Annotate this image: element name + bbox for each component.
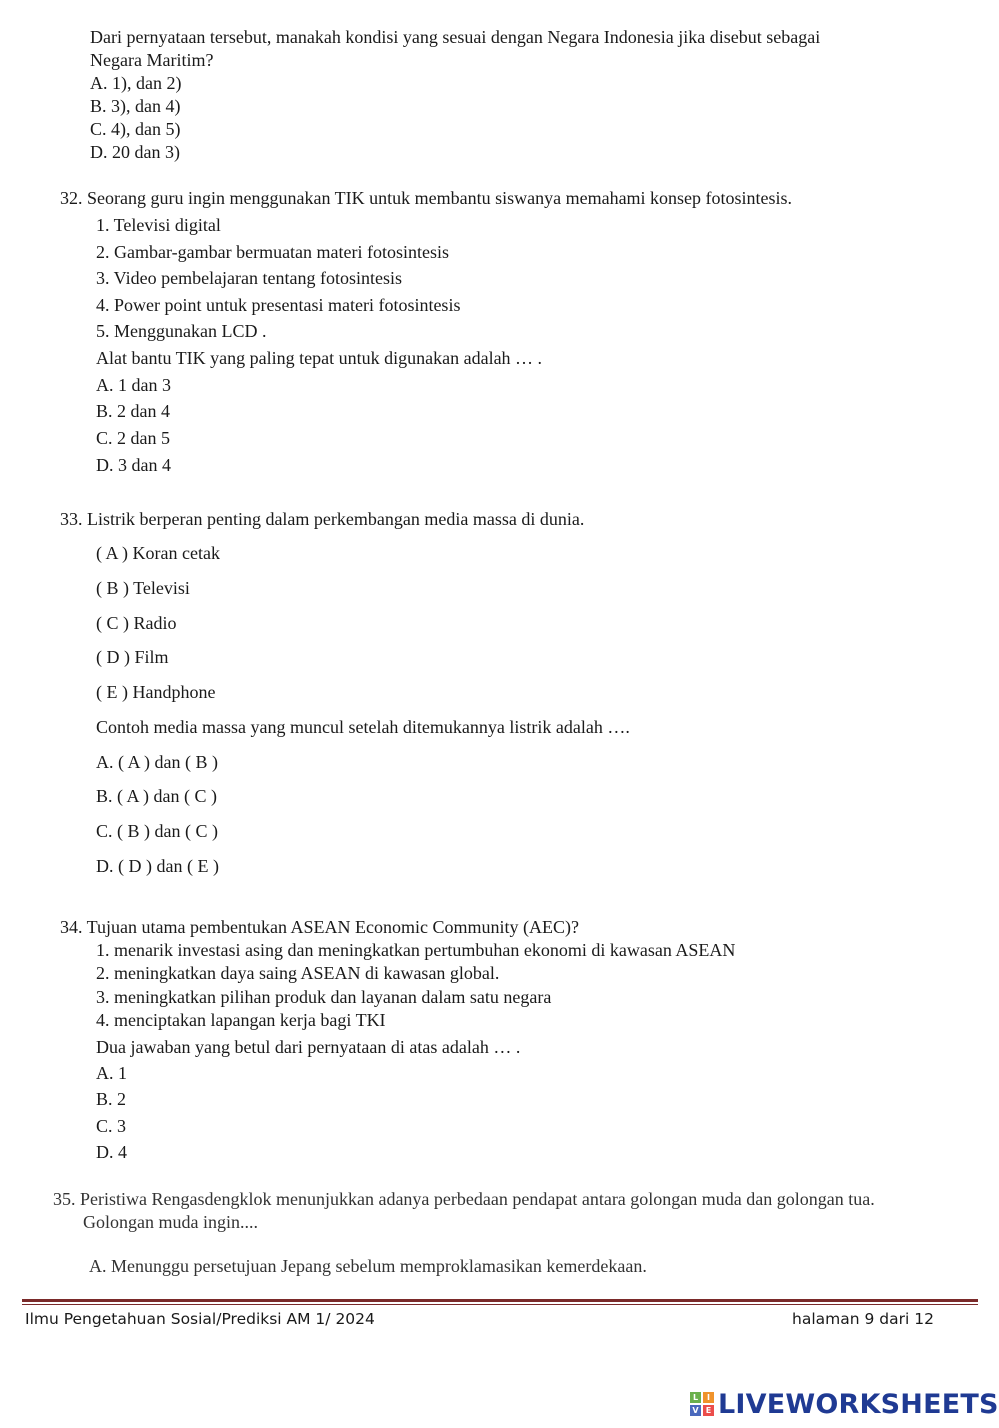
liveworksheets-wordmark: LIVEWORKSHEETS	[718, 1388, 999, 1420]
footer-page-number: halaman 9 dari 12	[792, 1310, 934, 1328]
q34-item: 1. menarik investasi asing dan meningkatkan pertumbuhan ekonomi di kawasan ASEAN	[96, 940, 736, 960]
liveworksheets-logo-icon	[690, 1392, 714, 1416]
q33-item: ( A ) Koran cetak	[96, 543, 220, 563]
q32-item: 5. Menggunakan LCD .	[96, 321, 267, 341]
q33-item: ( D ) Film	[96, 647, 169, 667]
q34-option-b[interactable]: B. 2	[96, 1089, 127, 1109]
q32-option-c[interactable]: C. 2 dan 5	[96, 428, 170, 448]
q34-option-c[interactable]: C. 3	[96, 1116, 127, 1136]
q34-item: 3. meningkatkan pilihan produk dan layanan dalam satu negara	[96, 987, 552, 1007]
logo-letter: L	[690, 1392, 701, 1403]
q32-item: 4. Power point untuk presentasi materi fotosintesis	[96, 295, 461, 315]
footer-divider-thin	[22, 1304, 978, 1305]
footer-divider	[22, 1299, 978, 1302]
q33-option-c[interactable]: C. ( B ) dan ( C )	[96, 821, 218, 841]
q32-option-d[interactable]: D. 3 dan 4	[96, 455, 171, 475]
q33-item: ( C ) Radio	[96, 613, 177, 633]
q32-item: 3. Video pembelajaran tentang fotosintesis	[96, 268, 403, 288]
q32-item: 1. Televisi digital	[96, 215, 221, 235]
q35-option-a[interactable]: A. Menunggu persetujuan Jepang sebelum memproklamasikan kemerdekaan.	[89, 1256, 647, 1276]
logo-letter: I	[703, 1392, 714, 1403]
q33-option-d[interactable]: D. ( D ) dan ( E )	[96, 856, 219, 876]
liveworksheets-logo	[690, 1384, 999, 1424]
q31-option-b: B. 3), dan 4)	[90, 96, 181, 116]
q32-option-b[interactable]: B. 2 dan 4	[96, 401, 170, 421]
q34-question: 34. Tujuan utama pembentukan ASEAN Economic Community (AEC)?	[60, 917, 579, 937]
q34-option-d[interactable]: D. 4	[96, 1142, 127, 1162]
q34-option-a[interactable]: A. 1	[96, 1063, 127, 1083]
q32-item: 2. Gambar-gambar bermuatan materi fotosintesis	[96, 242, 450, 262]
q34-prompt: Dua jawaban yang betul dari pernyataan di atas adalah … .	[96, 1037, 521, 1057]
q31-option-a: A. 1), dan 2)	[90, 73, 182, 93]
q32-question: 32. Seorang guru ingin menggunakan TIK untuk membantu siswanya memahami konsep fotosintesis.	[60, 188, 793, 208]
q31-option-d: D. 20 dan 3)	[90, 142, 180, 162]
q31-line-1: Dari pernyataan tersebut, manakah kondisi yang sesuai dengan Negara Indonesia jika disebut sebagai	[90, 27, 821, 47]
logo-letter: V	[690, 1405, 701, 1416]
q33-question: 33. Listrik berperan penting dalam perkembangan media massa di dunia.	[60, 509, 585, 529]
footer-subject: Ilmu Pengetahuan Sosial/Prediksi AM 1/ 2024	[25, 1310, 375, 1328]
q32-prompt: Alat bantu TIK yang paling tepat untuk digunakan adalah … .	[96, 348, 543, 368]
q34-item: 2. meningkatkan daya saing ASEAN di kawasan global.	[96, 963, 500, 983]
logo-letter: E	[703, 1405, 714, 1416]
q35-question-cont: Golongan muda ingin....	[83, 1212, 258, 1232]
q33-item: ( B ) Televisi	[96, 578, 190, 598]
q31-option-c: C. 4), dan 5)	[90, 119, 181, 139]
q33-option-a[interactable]: A. ( A ) dan ( B )	[96, 752, 218, 772]
q31-line-2: Negara Maritim?	[90, 50, 214, 70]
q32-option-a[interactable]: A. 1 dan 3	[96, 375, 171, 395]
q33-prompt: Contoh media massa yang muncul setelah ditemukannya listrik adalah ….	[96, 717, 630, 737]
q33-item: ( E ) Handphone	[96, 682, 216, 702]
q34-item: 4. menciptakan lapangan kerja bagi TKI	[96, 1010, 386, 1030]
q35-question: 35. Peristiwa Rengasdengklok menunjukkan adanya perbedaan pendapat antara golongan muda dan golongan tua.	[53, 1189, 875, 1209]
q33-option-b[interactable]: B. ( A ) dan ( C )	[96, 786, 217, 806]
